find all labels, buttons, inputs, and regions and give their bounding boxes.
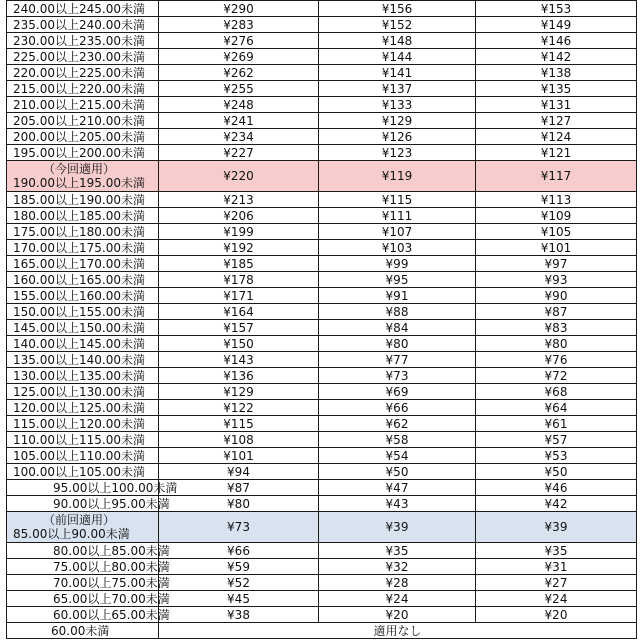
value-cell-col2: ¥123 [319,145,476,161]
value-cell-col2: ¥50 [319,464,476,480]
table-row [7,113,637,129]
range-cell: 180.00以上185.00未満 [7,208,159,224]
value-cell-col1: ¥59 [159,559,319,575]
value-cell-col1: ¥122 [159,400,319,416]
value-cell-col2: ¥129 [319,113,476,129]
value-cell-col1: ¥66 [159,543,319,559]
table-row [7,304,637,320]
table-row [7,65,637,81]
value-cell-col3: ¥124 [476,129,637,145]
value-cell-col1: ¥227 [159,145,319,161]
range-cell: 125.00以上130.00未満 [7,384,159,400]
value-cell-col3: ¥57 [476,432,637,448]
value-cell-col1: ¥234 [159,129,319,145]
range-cell: 210.00以上215.00未満 [7,97,159,113]
value-cell-col2: ¥91 [319,288,476,304]
range-cell: 175.00以上180.00未満 [7,224,159,240]
value-cell-col1: ¥255 [159,81,319,97]
range-cell: 70.00以上75.00未満 [7,575,159,591]
value-cell-col3: ¥83 [476,320,637,336]
table-row [7,368,637,384]
table-row [7,129,637,145]
range-cell: 160.00以上165.00未満 [7,272,159,288]
value-cell-col3: ¥35 [476,543,637,559]
value-cell-col1: ¥248 [159,97,319,113]
value-cell-col3: ¥97 [476,256,637,272]
value-cell-col3: ¥149 [476,17,637,33]
value-cell-col3: ¥72 [476,368,637,384]
value-cell-col2: ¥84 [319,320,476,336]
table-row [7,432,637,448]
value-cell-col1: ¥129 [159,384,319,400]
value-cell-col3: ¥101 [476,240,637,256]
value-cell-col2: ¥115 [319,192,476,208]
value-cell-col1: ¥241 [159,113,319,129]
value-cell-col2: ¥148 [319,33,476,49]
range-cell: 155.00以上160.00未満 [7,288,159,304]
value-cell-col1: ¥171 [159,288,319,304]
range-cell: 230.00以上235.00未満 [7,33,159,49]
value-cell-col1: ¥199 [159,224,319,240]
table-row [7,145,637,161]
value-cell-col1: ¥45 [159,591,319,607]
value-cell-col1: ¥220 [159,161,319,192]
table-row [7,81,637,97]
table-row [7,416,637,432]
value-cell-col2: ¥58 [319,432,476,448]
table-row [7,256,637,272]
value-cell-col1: ¥185 [159,256,319,272]
range-cell: 150.00以上155.00未満 [7,304,159,320]
range-cell: 130.00以上135.00未満 [7,368,159,384]
value-cell-col1: ¥290 [159,1,319,17]
range-cell: 105.00以上110.00未満 [7,448,159,464]
range-cell: 165.00以上170.00未満 [7,256,159,272]
value-cell-col2: ¥39 [319,512,476,543]
value-cell-col3: ¥76 [476,352,637,368]
range-cell: 120.00以上125.00未満 [7,400,159,416]
value-cell-col2: ¥20 [319,607,476,623]
table-row [7,496,637,512]
value-cell-col1: ¥192 [159,240,319,256]
range-cell: 75.00以上80.00未満 [7,559,159,575]
range-cell: 185.00以上190.00未満 [7,192,159,208]
value-cell-col2: ¥88 [319,304,476,320]
range-cell: 220.00以上225.00未満 [7,65,159,81]
value-cell-col1: ¥157 [159,320,319,336]
value-cell-col1: ¥94 [159,464,319,480]
range-cell: 95.00以上100.00未満 [7,480,159,496]
value-cell-col3: ¥90 [476,288,637,304]
range-label: 85.00以上90.00未満 [13,526,130,541]
table-row [7,17,637,33]
table-row [7,591,637,607]
range-cell: 115.00以上120.00未満 [7,416,159,432]
range-cell: 195.00以上200.00未満 [7,145,159,161]
range-cell: 100.00以上105.00未満 [7,464,159,480]
range-cell: 140.00以上145.00未満 [7,336,159,352]
table-row [7,559,637,575]
range-cell: 110.00以上115.00未満 [7,432,159,448]
value-cell-col1: ¥276 [159,33,319,49]
range-cell: 60.00未満 [7,623,159,639]
table-row [7,464,637,480]
value-cell-col2: ¥156 [319,1,476,17]
table-body [7,1,637,639]
value-cell-col3: ¥138 [476,65,637,81]
value-cell-col1: ¥283 [159,17,319,33]
value-cell-col2: ¥77 [319,352,476,368]
value-cell-col3: ¥42 [476,496,637,512]
range-cell: 225.00以上230.00未満 [7,49,159,65]
value-cell-col3: ¥31 [476,559,637,575]
table-row [7,352,637,368]
value-cell-col1: ¥213 [159,192,319,208]
table-row [7,336,637,352]
table-row [7,607,637,623]
table-row [7,49,637,65]
table-row [7,288,637,304]
applied-note: （今回適用） [43,161,116,176]
value-cell-col1: ¥80 [159,496,319,512]
value-cell-col2: ¥152 [319,17,476,33]
value-cell-col2: ¥95 [319,272,476,288]
table-row [7,272,637,288]
value-cell-col2: ¥99 [319,256,476,272]
value-cell-col2: ¥119 [319,161,476,192]
value-cell-col3: ¥113 [476,192,637,208]
value-cell-col3: ¥20 [476,607,637,623]
value-cell-col1: ¥38 [159,607,319,623]
table-row [7,240,637,256]
range-cell: 80.00以上85.00未満 [7,543,159,559]
value-cell-col2: ¥35 [319,543,476,559]
table-row [7,575,637,591]
range-cell [7,161,159,192]
value-cell-col3: ¥135 [476,81,637,97]
value-cell-col2: ¥47 [319,480,476,496]
value-cell-col1: ¥108 [159,432,319,448]
range-label: 190.00以上195.00未満 [13,175,145,190]
value-cell-col3: ¥27 [476,575,637,591]
range-cell: 90.00以上95.00未満 [7,496,159,512]
table-row [7,384,637,400]
value-cell-col1: ¥87 [159,480,319,496]
value-cell-col1: ¥262 [159,65,319,81]
value-cell-col1: ¥143 [159,352,319,368]
value-cell-col2: ¥73 [319,368,476,384]
value-cell-col3: ¥68 [476,384,637,400]
range-cell: 240.00以上245.00未満 [7,1,159,17]
value-cell-col3: ¥142 [476,49,637,65]
table-row [7,543,637,559]
value-cell-col1: ¥101 [159,448,319,464]
table-row [7,400,637,416]
table-row [7,1,637,17]
value-cell-col2: ¥111 [319,208,476,224]
value-cell-col1: ¥206 [159,208,319,224]
value-cell-col3: ¥53 [476,448,637,464]
value-cell-col1: ¥150 [159,336,319,352]
range-cell: 145.00以上150.00未満 [7,320,159,336]
table-row [7,320,637,336]
value-cell-col2: ¥62 [319,416,476,432]
value-cell-col3: ¥153 [476,1,637,17]
value-cell-col2: ¥80 [319,336,476,352]
value-cell-col2: ¥133 [319,97,476,113]
value-cell-col3: ¥146 [476,33,637,49]
value-cell-col2: ¥103 [319,240,476,256]
value-cell-col2: ¥107 [319,224,476,240]
value-cell-col2: ¥141 [319,65,476,81]
value-cell-col3: ¥93 [476,272,637,288]
table-row [7,512,637,543]
table-row [7,224,637,240]
range-cell: 215.00以上220.00未満 [7,81,159,97]
value-cell-col3: ¥64 [476,400,637,416]
range-cell: 65.00以上70.00未満 [7,591,159,607]
value-cell-col2: ¥24 [319,591,476,607]
value-cell-col3: ¥39 [476,512,637,543]
value-cell-col2: ¥43 [319,496,476,512]
table-row [7,480,637,496]
value-cell-col1: ¥115 [159,416,319,432]
table-row [7,448,637,464]
value-cell-col3: ¥50 [476,464,637,480]
value-cell-col3: ¥127 [476,113,637,129]
value-cell-col2: ¥28 [319,575,476,591]
table-row-last [7,623,637,639]
value-cell-col2: ¥66 [319,400,476,416]
value-cell-col2: ¥144 [319,49,476,65]
value-cell-col3: ¥131 [476,97,637,113]
table-row [7,192,637,208]
surcharge-table [6,0,637,639]
range-cell: 170.00以上175.00未満 [7,240,159,256]
value-cell-col3: ¥24 [476,591,637,607]
range-cell [7,512,159,543]
range-cell: 60.00以上65.00未満 [7,607,159,623]
value-cell-col2: ¥69 [319,384,476,400]
value-cell-col3: ¥121 [476,145,637,161]
value-cell-col3: ¥109 [476,208,637,224]
value-cell-col1: ¥164 [159,304,319,320]
value-cell-col2: ¥137 [319,81,476,97]
value-cell-col2: ¥126 [319,129,476,145]
value-cell-col3: ¥46 [476,480,637,496]
table-row [7,208,637,224]
value-cell-col3: ¥87 [476,304,637,320]
value-cell-col3: ¥80 [476,336,637,352]
value-cell-col1: ¥178 [159,272,319,288]
applied-note: （前回適用） [43,512,116,527]
value-cell-col2: ¥32 [319,559,476,575]
value-cell-col1: ¥52 [159,575,319,591]
range-cell: 235.00以上240.00未満 [7,17,159,33]
value-cell-col1: ¥136 [159,368,319,384]
not-applicable-cell: 適用なし [159,623,637,639]
range-cell: 200.00以上205.00未満 [7,129,159,145]
value-cell-col1: ¥73 [159,512,319,543]
value-cell-col2: ¥54 [319,448,476,464]
range-cell: 135.00以上140.00未満 [7,352,159,368]
value-cell-col3: ¥117 [476,161,637,192]
range-cell: 205.00以上210.00未満 [7,113,159,129]
value-cell-col3: ¥61 [476,416,637,432]
table-row [7,161,637,192]
value-cell-col1: ¥269 [159,49,319,65]
table-row [7,97,637,113]
table-row [7,33,637,49]
value-cell-col3: ¥105 [476,224,637,240]
